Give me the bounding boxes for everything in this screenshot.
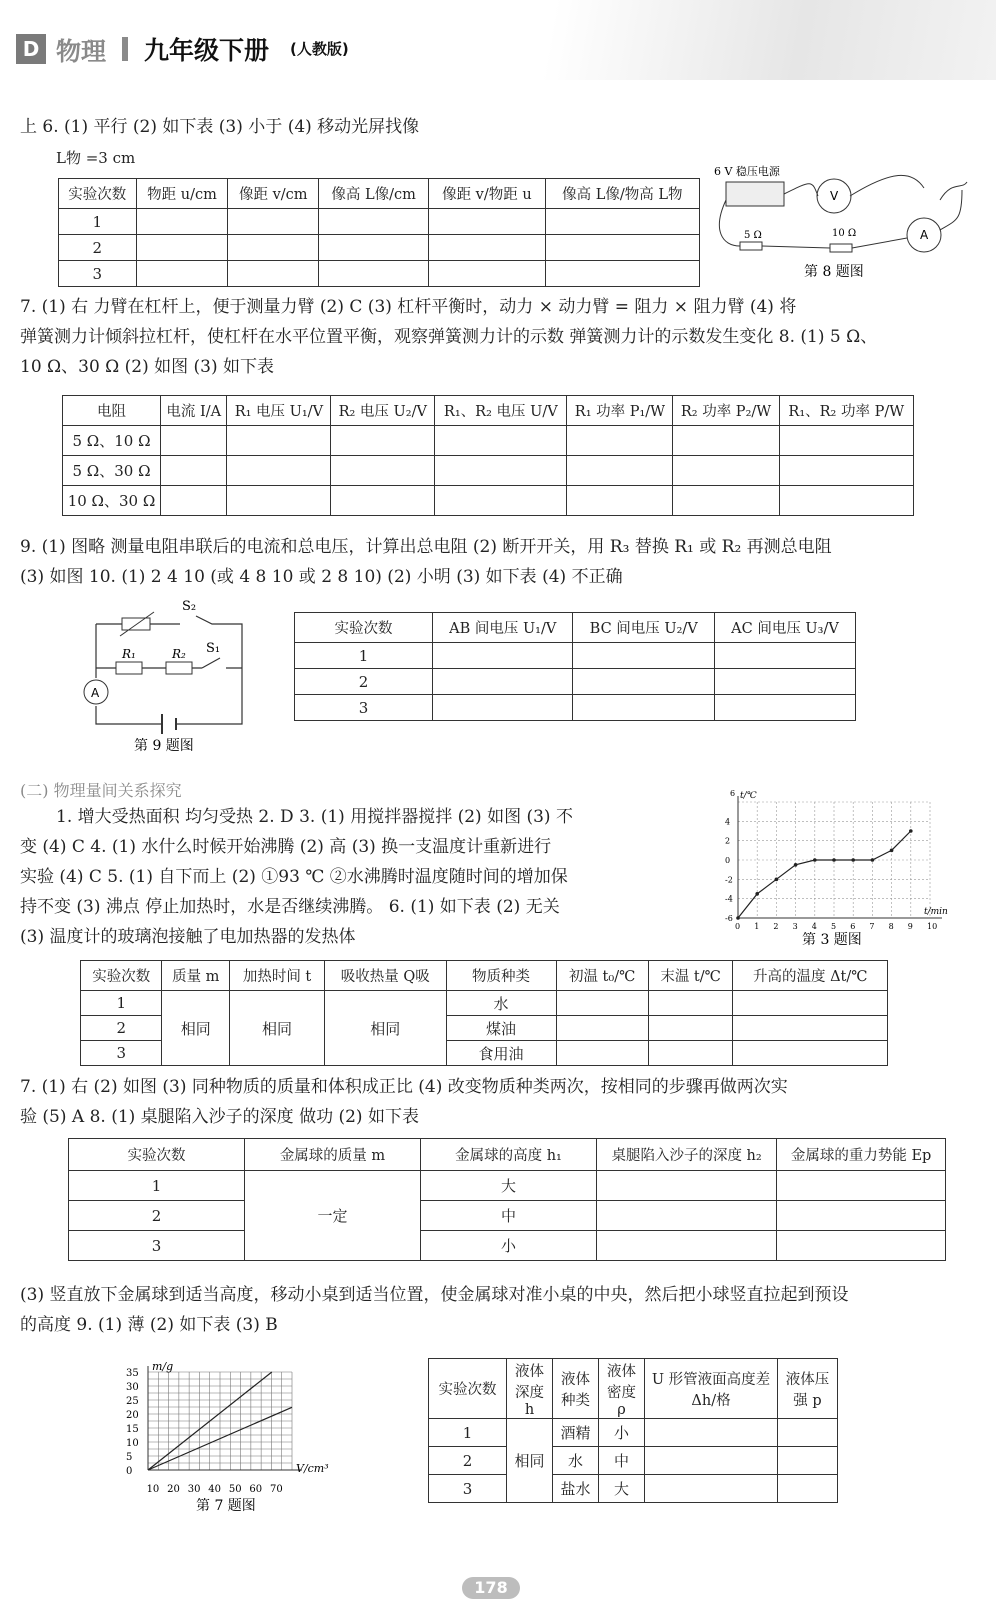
table-header: 液体压强 p xyxy=(778,1359,838,1419)
mass-volume-graph-q7 xyxy=(126,1360,346,1520)
table-cell: 2 xyxy=(295,669,433,695)
table-row xyxy=(59,235,700,261)
table-header: 像距 v/物距 u xyxy=(429,179,545,209)
table-header: 桌腿陷入沙子的深度 h₂ xyxy=(597,1139,777,1171)
figure-caption: 第 7 题图 xyxy=(196,1498,256,1514)
edition-label: (人教版) xyxy=(290,40,349,58)
table-header: 实验次数 xyxy=(69,1139,245,1171)
table-q10 xyxy=(294,612,856,721)
table-cell: 2 xyxy=(81,1016,162,1041)
table-header: 液体种类 xyxy=(553,1359,599,1419)
tick-label: 4 xyxy=(725,817,731,827)
table-row xyxy=(63,486,914,516)
table-cell: 相同 xyxy=(325,991,447,1066)
table-cell: 1 xyxy=(59,209,137,235)
table-header: R₁ 电压 U₁/V xyxy=(227,396,331,426)
table-header: AB 间电压 U₁/V xyxy=(433,613,573,643)
table-q6b xyxy=(80,960,888,1066)
table-cell: 3 xyxy=(81,1041,162,1066)
tick-label: 5 xyxy=(126,1452,133,1463)
table-header: 像距 v/cm xyxy=(228,179,319,209)
table-header: BC 间电压 U₂/V xyxy=(573,613,715,643)
answer-line: L物 =3 cm xyxy=(56,149,136,167)
answer-line: 9. (1) 图略 测量电阻串联后的电流和总电压，计算出总电阻 (2) 断开开关，用 R₃ 替换 R₁ 或 R₂ 再测总电阻 xyxy=(20,537,832,557)
figure-caption: 第 9 题图 xyxy=(134,738,194,754)
subject-title: 物理 xyxy=(56,37,107,66)
table-q6 xyxy=(58,178,700,287)
resistor-label: 5 Ω xyxy=(744,230,762,241)
circuit-figure-q8 xyxy=(712,160,982,280)
grade-title: 九年级下册 xyxy=(144,36,270,65)
tick-label: 25 xyxy=(126,1396,139,1407)
table-cell: 5 Ω、30 Ω xyxy=(63,456,161,486)
table-header: U 形管液面高度差 Δh/格 xyxy=(645,1359,778,1419)
tick-label: 8 xyxy=(888,922,894,931)
table-header: 像高 L像/物高 L物 xyxy=(545,179,699,209)
table-header: 升高的温度 Δt/℃ xyxy=(733,961,888,991)
answer-line: 验 (5) A 8. (1) 桌腿陷入沙子的深度 做功 (2) 如下表 xyxy=(20,1107,419,1127)
table-header: 物距 u/cm xyxy=(136,179,228,209)
table-cell: 2 xyxy=(59,235,137,261)
resistor-label: 10 Ω xyxy=(832,228,857,239)
table-header: 末温 t/℃ xyxy=(648,961,733,991)
power-source xyxy=(726,182,784,206)
tick-label: 2 xyxy=(773,922,779,931)
table-cell: 一定 xyxy=(245,1171,421,1261)
table-cell: 相同 xyxy=(162,991,230,1066)
switch-label: S₁ xyxy=(206,641,221,656)
switch-label: S₂ xyxy=(182,599,197,614)
figure-caption: 第 8 题图 xyxy=(804,264,864,280)
table-row xyxy=(59,209,700,235)
table-cell: 相同 xyxy=(230,991,325,1066)
tick-label: 7 xyxy=(869,922,875,931)
axis-label: t/℃ xyxy=(740,791,757,801)
table-cell: 水 xyxy=(446,991,556,1016)
table-row xyxy=(69,1171,946,1201)
tick-label: 30 xyxy=(187,1484,201,1495)
table-cell: 相同 xyxy=(507,1419,553,1503)
table-header: R₂ 电压 U₂/V xyxy=(331,396,435,426)
graph-grid xyxy=(725,796,942,931)
table-header: 金属球的质量 m xyxy=(245,1139,421,1171)
resistor-r1-icon xyxy=(116,662,142,674)
resistor-icon xyxy=(740,242,762,250)
table-cell: 中 xyxy=(599,1447,645,1475)
table-header: 质量 m xyxy=(162,961,230,991)
table-header: 吸收热量 Q吸 xyxy=(325,961,447,991)
table-header: R₁、R₂ 电压 U/V xyxy=(435,396,567,426)
table-header: 实验次数 xyxy=(81,961,162,991)
page-number: 178 xyxy=(462,1577,520,1599)
table-cell: 酒精 xyxy=(553,1419,599,1447)
table-row xyxy=(295,695,856,721)
table-row xyxy=(69,1231,946,1261)
tick-label: 10 xyxy=(146,1484,160,1495)
table-row xyxy=(81,991,888,1016)
table-header: 液体密度 ρ xyxy=(599,1359,645,1419)
table-header: 加热时间 t xyxy=(230,961,325,991)
table-header: 液体深度 h xyxy=(507,1359,553,1419)
answer-line: 持不变 (3) 沸点 停止加热时，水是否继续沸腾。 6. (1) 如下表 (2) 无关 xyxy=(20,897,560,917)
table-q9 xyxy=(428,1358,838,1503)
power-source-label: 6 V 稳压电源 xyxy=(714,165,780,178)
table-q8b xyxy=(68,1138,946,1261)
table-cell: 食用油 xyxy=(446,1041,556,1066)
tick-label: -2 xyxy=(725,875,733,885)
resistor-label: R₁ xyxy=(122,647,136,661)
tick-label: 6 xyxy=(730,789,736,798)
table-header: 电阻 xyxy=(63,396,161,426)
tick-label: 20 xyxy=(167,1484,180,1495)
answer-line: (3) 如图 10. (1) 2 4 10 (或 4 8 10 或 2 8 10) (2) 小明 (3) 如下表 (4) 不正确 xyxy=(20,567,623,587)
answer-line: 7. (1) 右 (2) 如图 (3) 同种物质的质量和体积成正比 (4) 改变物质种类两次，按相同的步骤再做两次实 xyxy=(20,1077,788,1097)
table-cell: 1 xyxy=(69,1171,245,1201)
table-header: 金属球的高度 h₁ xyxy=(421,1139,597,1171)
graph-grid xyxy=(126,1366,302,1495)
answer-line: 变 (4) C 4. (1) 水什么时候开始沸腾 (2) 高 (3) 换一支温度计重新进行 xyxy=(20,837,552,857)
tick-label: 40 xyxy=(208,1484,222,1495)
tick-label: 6 xyxy=(850,922,856,931)
table-header: AC 间电压 U₃/V xyxy=(714,613,855,643)
table-cell: 大 xyxy=(599,1475,645,1503)
table-cell: 3 xyxy=(69,1231,245,1261)
table-cell: 盐水 xyxy=(553,1475,599,1503)
table-cell: 小 xyxy=(421,1231,597,1261)
axis-label: t/min xyxy=(924,907,948,917)
table-header: 实验次数 xyxy=(59,179,137,209)
table-header: R₂ 功率 P₂/W xyxy=(673,396,779,426)
tick-label: 9 xyxy=(907,922,913,931)
axis-label: m/g xyxy=(152,1360,174,1373)
table-header: R₁、R₂ 功率 P/W xyxy=(779,396,913,426)
tick-label: 10 xyxy=(126,1438,139,1449)
table-header: 电流 I/A xyxy=(161,396,227,426)
table-row xyxy=(429,1419,838,1447)
table-row xyxy=(63,426,914,456)
table-header: 实验次数 xyxy=(429,1359,507,1419)
resistor-icon xyxy=(830,244,852,252)
table-row xyxy=(63,456,914,486)
answer-line: 弹簧测力计倾斜拉杠杆，使杠杆在水平位置平衡，观察弹簧测力计的示数 弹簧测力计的示数发生变化 8. (1) 5 Ω、 xyxy=(20,327,878,347)
table-cell: 1 xyxy=(429,1419,507,1447)
section-badge: D xyxy=(16,34,46,64)
table-row xyxy=(59,261,700,287)
title-separator xyxy=(122,37,128,61)
tick-label: 4 xyxy=(811,922,817,931)
table-cell: 3 xyxy=(295,695,433,721)
table-row xyxy=(429,1475,838,1503)
tick-label: 1 xyxy=(754,922,760,931)
table-header: R₁ 功率 P₁/W xyxy=(567,396,673,426)
tick-label: 15 xyxy=(126,1424,139,1435)
table-cell: 10 Ω、30 Ω xyxy=(63,486,161,516)
table-cell: 大 xyxy=(421,1171,597,1201)
temperature-graph-q3 xyxy=(724,786,952,956)
answer-line: 的高度 9. (1) 薄 (2) 如下表 (3) B xyxy=(20,1315,278,1335)
svg-text:A: A xyxy=(920,228,929,242)
table-header: 实验次数 xyxy=(295,613,433,643)
table-cell: 5 Ω、10 Ω xyxy=(63,426,161,456)
table-header: 像高 L像/cm xyxy=(319,179,429,209)
tick-label: 50 xyxy=(228,1484,242,1495)
tick-label: 0 xyxy=(725,856,731,865)
answer-line: 上 6. (1) 平行 (2) 如下表 (3) 小于 (4) 移动光屏找像 xyxy=(20,117,420,137)
answer-line: 1. 增大受热面积 均匀受热 2. D 3. (1) 用搅拌器搅拌 (2) 如图 (3) 不 xyxy=(56,807,573,827)
table-cell: 2 xyxy=(69,1201,245,1231)
table-cell: 煤油 xyxy=(446,1016,556,1041)
tick-label: 0 xyxy=(735,922,741,931)
table-cell: 水 xyxy=(553,1447,599,1475)
answer-line: 实验 (4) C 5. (1) 自下而上 (2) ①93 ℃ ②水沸腾时温度随时间的增加保 xyxy=(20,867,568,887)
svg-text:V: V xyxy=(830,189,839,203)
table-cell: 中 xyxy=(421,1201,597,1231)
table-cell: 3 xyxy=(59,261,137,287)
answer-line: 7. (1) 右 力臂在杠杆上，便于测量力臂 (2) C (3) 杠杆平衡时，动力 × 动力臂 = 阻力 × 阻力臂 (4) 将 xyxy=(20,297,797,317)
table-row xyxy=(69,1201,946,1231)
table-cell: 1 xyxy=(295,643,433,669)
tick-label: 35 xyxy=(126,1368,139,1379)
figure-caption: 第 3 题图 xyxy=(802,932,862,948)
tick-label: 3 xyxy=(792,922,798,931)
tick-label: 2 xyxy=(725,836,731,846)
battery-icon xyxy=(162,714,176,734)
table-header: 金属球的重力势能 Ep xyxy=(777,1139,946,1171)
table-row xyxy=(295,669,856,695)
section-title: (二) 物理量间关系探究 xyxy=(20,781,182,800)
answer-line: (3) 温度计的玻璃泡接触了电加热器的发热体 xyxy=(20,927,356,947)
tick-label: 5 xyxy=(831,922,837,931)
table-q8 xyxy=(62,395,914,516)
table-header: 物质种类 xyxy=(446,961,556,991)
answer-line: (3) 竖直放下金属球到适当高度，移动小桌到适当位置，使金属球对准小桌的中央，然后把小球竖直拉起到预设 xyxy=(20,1285,849,1305)
tick-label: 60 xyxy=(249,1484,263,1495)
axis-label: V/cm³ xyxy=(296,1462,329,1475)
tick-label: -6 xyxy=(725,914,733,923)
table-cell: 2 xyxy=(429,1447,507,1475)
tick-label: 10 xyxy=(927,922,938,931)
resistor-label: R₂ xyxy=(172,647,186,661)
tick-label: 20 xyxy=(126,1410,139,1421)
resistor-r2-icon xyxy=(166,662,192,674)
tick-label: -4 xyxy=(725,894,733,904)
rheostat-icon xyxy=(122,618,150,630)
answer-line: 10 Ω、30 Ω (2) 如图 (3) 如下表 xyxy=(20,357,275,377)
table-row xyxy=(295,643,856,669)
table-header: 初温 t₀/℃ xyxy=(556,961,648,991)
table-row xyxy=(429,1447,838,1475)
tick-label: 30 xyxy=(126,1382,139,1393)
table-cell: 3 xyxy=(429,1475,507,1503)
circuit-figure-q9 xyxy=(76,596,256,756)
table-cell: 1 xyxy=(81,991,162,1016)
tick-label: 0 xyxy=(126,1466,133,1477)
table-cell: 小 xyxy=(599,1419,645,1447)
svg-text:A: A xyxy=(91,686,100,700)
tick-label: 70 xyxy=(270,1484,283,1495)
